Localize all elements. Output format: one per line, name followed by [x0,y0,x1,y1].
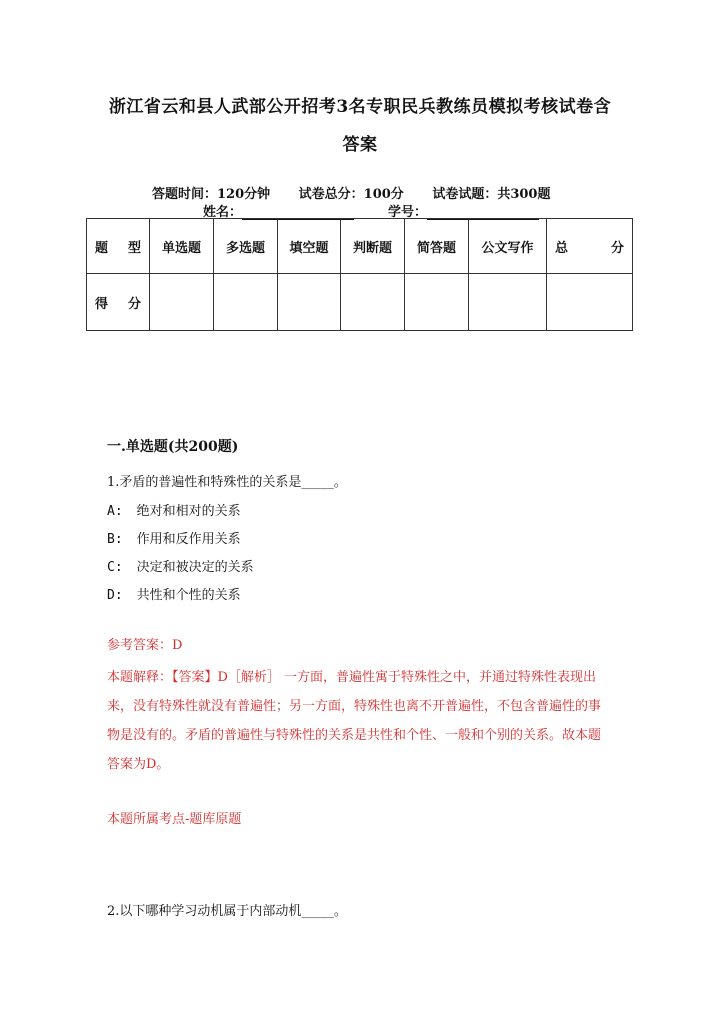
exam-question-count: 试卷试题：共300题 [432,187,551,202]
exam-total-score: 试卷总分：100分 [298,187,404,202]
score-cell[interactable] [150,274,214,331]
header-multi-choice: 多选题 [214,219,278,274]
option-c[interactable]: C: 决定和被决定的关系 [107,560,254,575]
option-a[interactable]: A: 绝对和相对的关系 [107,504,241,519]
header-true-false: 判断题 [341,219,405,274]
student-id-label: 学号： [388,205,428,220]
question-2-stem: 2.以下哪种学习动机属于内部动机_____。 [107,904,347,919]
name-label: 姓名： [203,205,243,220]
score-label-cell: 得 分 [87,274,150,331]
exam-time: 答题时间：120分钟 [152,187,271,202]
page-title [80,88,640,164]
header-short-answer: 简答题 [405,219,469,274]
header-type-cell: 题 型 [87,219,150,274]
knowledge-point: 本题所属考点-题库原题 [107,812,242,827]
question-1-stem: 1.矛盾的普遍性和特殊性的关系是_____。 [107,475,347,490]
answer-explanation: 本题解释：【答案】D［解析］ 一方面，普遍性寓于特殊性之中，并通过特殊性表现出来，没有特殊性就没有普遍性；另一方面，特殊性也离不开普遍性，不包含普遍性的事物是没有的。矛盾的普遍性与特殊性的关系是共性和个性、一般和个别的关系。故本题答案为D。 [107,670,602,772]
option-d[interactable]: D: 共性和个性的关系 [107,588,241,603]
section-title: 一.单选题(共200题) [107,439,239,455]
score-cell[interactable] [341,274,405,331]
score-cell[interactable] [405,274,469,331]
score-table-score-row [87,274,633,331]
title-line-2: 答案 [342,135,378,155]
score-table [86,218,633,331]
score-cell[interactable] [547,274,633,331]
score-cell[interactable] [278,274,341,331]
reference-answer: 参考答案：D [107,638,183,653]
header-official-writing: 公文写作 [469,219,547,274]
header-single-choice: 单选题 [150,219,214,274]
option-b[interactable]: B: 作用和反作用关系 [107,532,241,547]
score-table-header-row [87,219,633,274]
header-total-cell: 总 分 [547,219,633,274]
score-cell[interactable] [214,274,278,331]
score-cell[interactable] [469,274,547,331]
header-fill-blank: 填空题 [278,219,341,274]
title-line-1: 浙江省云和县人武部公开招考3名专职民兵教练员模拟考核试卷含 [108,97,612,117]
exam-meta [152,183,574,202]
